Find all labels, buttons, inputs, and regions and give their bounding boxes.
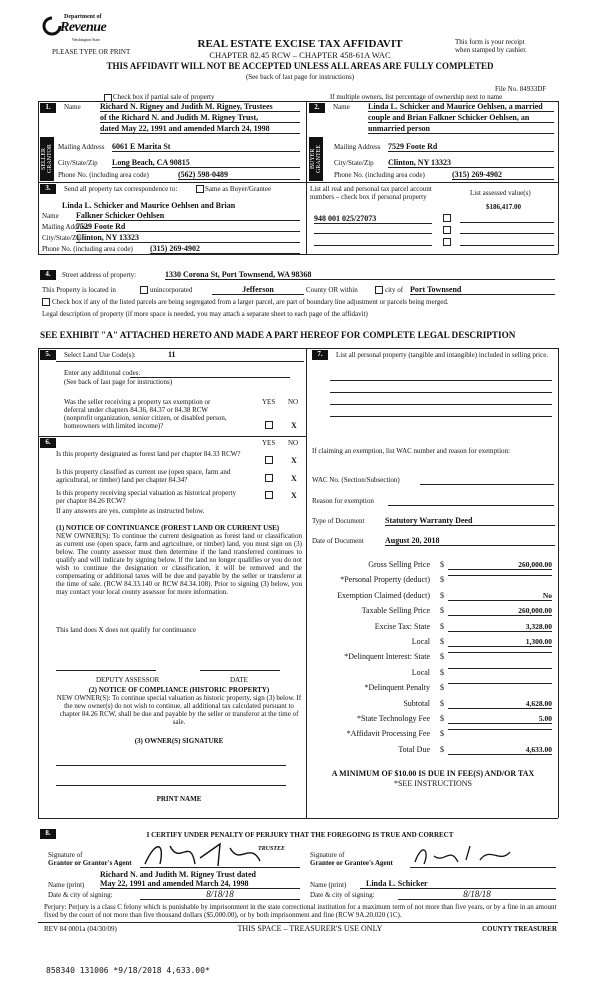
print-note: PLEASE TYPE OR PRINT <box>52 48 131 56</box>
partial-sale-label: Check box if partial sale of property <box>113 93 215 101</box>
buyer-phone: (315) 269-4902 <box>452 170 554 180</box>
treasurer-space-label: THIS SPACE – TREASURER'S USE ONLY <box>237 924 383 933</box>
buyer-city: Clinton, NY 13323 <box>388 158 554 168</box>
exemption-question-3: (nonprofit organization, senior citizen, or disabled person, <box>64 414 227 422</box>
seller-name-line-1: Richard N. Rigney and Judith M. Rigney, Trustees <box>100 102 300 112</box>
assessed-value: $186,417.00 <box>486 203 521 211</box>
grantee-signature-label-1: Signature of <box>310 851 345 859</box>
fee-label: Gross Selling Price <box>368 560 430 569</box>
seller-city: Long Beach, CA 90815 <box>112 158 300 168</box>
seller-phone-label: Phone No. (including area code) <box>58 171 149 179</box>
form-revision: REV 84 0001a (04/30/09) <box>44 925 117 933</box>
document-type-label: Type of Document <box>312 517 365 525</box>
forest-instructions: If any answers are yes, complete as instructed below. <box>56 507 205 515</box>
multiple-owners-note: If multiple owners, list percentage of ownership next to name <box>330 93 503 101</box>
grantor-date-label: Date & city of signing: <box>48 891 113 899</box>
exemption-question-2: deferral under chapters 84.36, 84.37 or 84.38 RCW <box>64 406 209 414</box>
form-warning: THIS AFFIDAVIT WILL NOT BE ACCEPTED UNLESS ALL AREAS ARE FULLY COMPLETED <box>106 61 494 71</box>
section-7-badge: 7. <box>312 350 328 360</box>
fee-currency: $ <box>440 714 444 723</box>
logo-state: Washington State <box>72 37 101 42</box>
fee-value <box>448 668 552 669</box>
fee-label: Taxable Selling Price <box>361 606 430 616</box>
see-back: (See back of last page for instructions) <box>245 73 355 81</box>
buyer-side-label: BUYER GRANTEE <box>310 145 322 173</box>
grantor-signature-label-2: Grantor or Grantor's Agent <box>48 859 132 867</box>
fee-currency: $ <box>440 560 444 569</box>
grantee-print-name: Linda L. Schicker <box>360 879 556 889</box>
seller-name-line-2: of the Richard N. and Judith M. Rigney Trust, <box>100 113 300 123</box>
receipt-note-1: This form is your receipt <box>455 38 525 46</box>
notice-3-title: (3) OWNER(S) SIGNATURE <box>134 737 224 745</box>
section-5-badge: 5. <box>40 350 56 360</box>
print-name-label: PRINT NAME <box>156 795 202 803</box>
buyer-name-line-1: Linda L. Schicker and Maurice Oehlsen, a married <box>368 102 554 112</box>
notice-2-title: (2) NOTICE OF COMPLIANCE (HISTORIC PROPERTY) <box>88 686 270 694</box>
street-label: Street address of property: <box>62 271 137 279</box>
fee-label: Exemption Claimed (deduct) <box>337 590 430 600</box>
exemption-question-1: Was the seller receiving a property tax exemption or <box>64 398 211 406</box>
segregation-checkbox[interactable] <box>42 298 50 306</box>
seller-city-label: City/State/Zip <box>58 159 98 167</box>
fee-currency: $ <box>440 606 444 616</box>
personal-property-label: List all personal property (tangible and intangible) included in selling price. <box>336 351 549 359</box>
fee-value: 4,633.00 <box>448 745 552 755</box>
fee-label: *Affidavit Processing Fee <box>346 729 430 739</box>
section-1-badge: 1. <box>40 103 56 113</box>
fee-currency: $ <box>440 744 444 754</box>
seller-mailing-label: Mailing Address <box>58 143 105 151</box>
seller-phone: (562) 598-0489 <box>178 170 300 180</box>
fee-value: No <box>448 591 552 601</box>
wac-number-label: WAC No. (Section/Subsection) <box>312 476 400 484</box>
grantee-signature-label-2: Grantee or Grantee's Agent <box>310 859 393 867</box>
seller-mailing: 6061 E Marita St <box>112 142 300 152</box>
additional-codes-label: Enter any additional codes: <box>64 369 141 377</box>
revenue-logo <box>42 10 112 46</box>
correspondence-label: Send all property tax correspondence to: <box>64 185 178 193</box>
document-date: August 20, 2018 <box>385 536 555 546</box>
county-treasurer-label: COUNTY TREASURER <box>482 925 557 933</box>
exemption-question-4: homeowners with limited income)? <box>64 422 164 430</box>
fee-value <box>448 652 552 653</box>
accounts-label-1: List all real and personal tax parcel account <box>310 185 432 193</box>
buyer-mailing: 7529 Foote Rd <box>388 142 554 152</box>
forest-yes-header: YES <box>262 439 276 447</box>
logo-name: Revenue <box>60 20 107 35</box>
correspondence-city: Clinton, NY 13323 <box>76 233 300 243</box>
land-use-code: 11 <box>168 350 176 359</box>
forest-question: Is this property designated as forest land per chapter 84.33 RCW? <box>56 450 241 458</box>
grantee-signature <box>410 840 560 868</box>
notice-2-body: NEW OWNER(S): To continue special valuation as historic property, sign (3) below. If the new owner(s) do not wish to continue, all additional tax calculated pursuant to chapter 84.26 RCW, shall be due and payable by the seller or transferor at the time of sale. <box>56 694 302 726</box>
forest-no-mark: X <box>291 456 297 465</box>
form-title: REAL ESTATE EXCISE TAX AFFIDAVIT <box>197 38 403 50</box>
fee-currency: $ <box>440 667 444 677</box>
exhibit-reference: SEE EXHIBIT "A" ATTACHED HERETO AND MADE A PART HEREOF FOR COMPLETE LEGAL DESCRIPTION <box>40 330 516 340</box>
buyer-name-line-2: couple and Brian Falkner Schicker Oehlsen, an <box>368 113 554 123</box>
parcel-number: 948 001 025/27073 <box>314 214 432 224</box>
segregation-label: Check box if any of the listed parcels are being segregated from a larger parcel, are part of boundary line adjustment or parcels being merged. <box>52 298 449 306</box>
correspondence-name-label: Name <box>42 212 59 220</box>
accounts-label-2: numbers – check box if personal property <box>310 193 427 201</box>
trustee-stamp: TRUSTEE <box>258 846 286 852</box>
fee-label: Total Due <box>398 744 430 754</box>
fee-label: *Delinquent Penalty <box>364 683 430 693</box>
fee-currency: $ <box>440 590 444 600</box>
revenue-swoosh-icon <box>42 16 62 36</box>
street-address: 1330 Corona St, Port Townsend, WA 98368 <box>165 270 555 280</box>
fee-label: Local <box>411 667 430 677</box>
forest-no-header: NO <box>288 439 299 447</box>
fee-currency: $ <box>440 652 444 662</box>
unincorporated-checkbox[interactable] <box>140 286 148 294</box>
notice-1-body: NEW OWNER(S): To continue the current designation as forest land or classification as current use (open space, farm and agriculture, or timber) land, you must sign on (3) below. The county assessor must then determine if the land transferred continues to qualify and will indicate by signing below. If the land no longer qualifies or you do not wish to continue the designation or classification, it will be removed and the compensating or additional taxes will be due and payable by the seller or transferor at the time of sale. (RCW 84.33.140 or RCW 84.34.108). Prior to signing (3) below, you may contact your local county assessor for more information. <box>56 532 302 596</box>
grantor-print-name-1: Richard N. and Judith M. Rigney Trust dated <box>100 870 256 879</box>
assessor-date-label: DATE <box>230 676 248 684</box>
fee-label: *State Technology Fee <box>356 714 430 723</box>
within-city-checkbox[interactable] <box>375 286 383 294</box>
grantee-name-label: Name (print) <box>310 881 347 889</box>
same-as-buyer-checkbox[interactable] <box>196 185 204 193</box>
fee-value <box>448 683 552 684</box>
fee-value: 5.00 <box>448 714 552 724</box>
assessed-label: List assessed value(s) <box>470 189 531 197</box>
fee-currency: $ <box>440 683 444 693</box>
qualify-statement: This land does X does not qualify for continuance <box>56 626 196 634</box>
historic-yes-checkbox[interactable] <box>265 491 273 499</box>
correspondence-city-label: City/State/Zip <box>42 234 82 242</box>
exemption-no-mark: X <box>291 421 297 430</box>
file-number: File No. 84933DF <box>495 85 547 93</box>
fee-label: Subtotal <box>403 698 430 708</box>
perjury-notice: Perjury: Perjury is a class C felony which is punishable by imprisonment in the state correctional institution for a maximum term of not more than five years, or by a fine in an amount fixed by the court of not more than five thousand dollars ($5,000.00), or by both imprisonment and fine (RCW 9A.20.020 (1C). <box>44 903 557 919</box>
correspondence-mailing-label: Mailing Address <box>42 223 89 231</box>
notice-1-title: (1) NOTICE OF CONTINUANCE (FOREST LAND OR CURRENT USE) <box>56 524 280 532</box>
same-as-buyer-label: Same as Buyer/Grantee <box>205 185 272 193</box>
forest-yes-checkbox[interactable] <box>265 456 273 464</box>
current-use-question: Is this property classified as current use (open space, farm and agricultural, or timber) land per chapter 84.34? <box>56 468 231 484</box>
city-of-label: city of <box>385 286 404 294</box>
section-4-badge: 4. <box>40 270 56 280</box>
buyer-phone-label: Phone No. (including area code) <box>334 171 425 179</box>
personal-property-checkbox-1[interactable] <box>443 214 451 222</box>
correspondence-name-2: Falkner Schicker Oehlsen <box>76 211 300 221</box>
fee-value: 1,300.00 <box>448 637 552 647</box>
exemption-wac-label: If claiming an exemption, list WAC number and reason for exemption: <box>312 447 510 455</box>
form-chapter: CHAPTER 82.45 RCW – CHAPTER 458-61A WAC <box>209 50 391 60</box>
unincorporated-label: unincorporated <box>150 286 193 294</box>
section-2-badge: 2. <box>309 103 325 113</box>
correspondence-mailing: 7529 Foote Rd <box>76 222 300 232</box>
correspondence-phone: (315) 269-4902 <box>150 244 300 254</box>
fee-currency: $ <box>440 621 444 631</box>
correspondence-name-1: Linda L. Schicker and Maurice Oehlsen and Brian <box>62 201 236 210</box>
historic-no-mark: X <box>291 491 297 500</box>
seller-name-label: Name <box>64 103 81 111</box>
personal-property-checkbox-2[interactable] <box>443 226 451 234</box>
located-label: This Property is located in <box>42 286 116 294</box>
fee-value <box>448 729 552 730</box>
current-use-yes-checkbox[interactable] <box>265 474 273 482</box>
fee-value: 4,628.00 <box>448 699 552 709</box>
fee-value: 260,000.00 <box>448 560 552 570</box>
exemption-reason-label: Reason for exemption <box>312 497 374 505</box>
current-use-no-mark: X <box>291 474 297 483</box>
county-label: County OR within <box>306 286 358 294</box>
certify-statement: I CERTIFY UNDER PENALTY OF PERJURY THAT THE FOREGOING IS TRUE AND CORRECT <box>146 831 454 839</box>
grantor-signature <box>140 836 300 870</box>
see-instructions-notice: *SEE INSTRUCTIONS <box>393 779 472 788</box>
fee-currency: $ <box>440 637 444 646</box>
minimum-fee-notice: A MINIMUM OF $10.00 IS DUE IN FEE(S) AND/OR TAX <box>331 769 535 778</box>
exemption-no-header: NO <box>288 398 299 406</box>
buyer-mailing-label: Mailing Address <box>334 143 381 151</box>
section-6-badge: 6. <box>40 438 56 448</box>
fee-label: Local <box>411 637 430 646</box>
property-city: Port Townsend <box>410 285 555 295</box>
fee-currency: $ <box>440 729 444 739</box>
additional-see-back: (See back of last page for instructions) <box>64 378 173 386</box>
document-date-label: Date of Document <box>312 537 364 545</box>
correspondence-phone-label: Phone No. (including area code) <box>42 245 133 253</box>
buyer-name-line-3: unmarried person <box>368 124 554 134</box>
treasurer-stamp-line: 858340 131006 *9/18/2018 4,633.00* <box>46 966 210 975</box>
buyer-name-label: Name <box>333 103 350 111</box>
grantee-date-label: Date & city of signing: <box>310 891 375 899</box>
grantor-name-label: Name (print) <box>48 881 85 889</box>
fee-value <box>448 575 552 576</box>
seller-name-line-3: dated May 22, 1991 and amended March 24, 1998 <box>100 124 300 134</box>
exemption-yes-header: YES <box>262 398 276 406</box>
document-type: Statutory Warranty Deed <box>385 516 555 526</box>
section-3-badge: 3. <box>40 184 56 194</box>
fee-label: *Delinquent Interest: State <box>344 652 430 662</box>
deputy-assessor-label: DEPUTY ASSESSOR <box>96 676 160 684</box>
fee-value: 3,328.00 <box>448 622 552 632</box>
fee-label: Excise Tax: State <box>374 621 430 631</box>
legal-description-label: Legal description of property (if more space is needed, you may attach a separate sheet to each page of the affidavit) <box>42 310 368 318</box>
fee-label: *Personal Property (deduct) <box>340 575 430 585</box>
grantor-signing-date: 8/18/18 <box>140 889 300 900</box>
historic-question: Is this property receiving special valuation as historical property per chapter 84.26 RCW? <box>56 489 237 505</box>
section-8-badge: 8. <box>40 829 56 839</box>
buyer-city-label: City/State/Zip <box>334 159 374 167</box>
grantor-print-name-2: May 22, 1991 and amended March 24, 1998 <box>100 879 300 889</box>
logo-dept: Department of <box>64 14 102 20</box>
receipt-note-2: when stamped by cashier. <box>455 46 527 54</box>
personal-property-checkbox-3[interactable] <box>443 238 451 246</box>
seller-side-label: SELLER GRANTOR <box>41 144 53 174</box>
fee-currency: $ <box>440 698 444 708</box>
grantor-signature-label-1: Signature of <box>48 851 83 859</box>
county-name: Jefferson <box>212 285 304 295</box>
grantee-signing-date: 8/18/18 <box>398 889 556 900</box>
fee-currency: $ <box>440 575 444 585</box>
fee-value: 260,000.00 <box>448 606 552 616</box>
land-use-label: Select Land Use Code(s): <box>64 351 136 359</box>
exemption-yes-checkbox[interactable] <box>265 421 273 429</box>
